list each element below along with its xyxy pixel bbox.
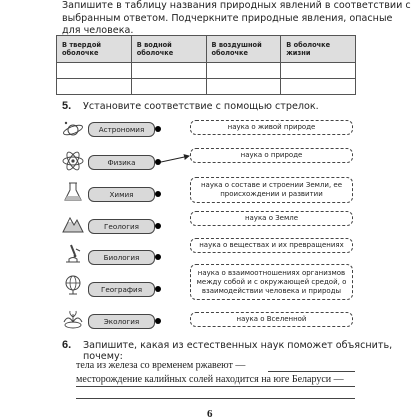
definition-text: наука о живой природе bbox=[227, 123, 316, 131]
science-biology[interactable]: Биология bbox=[88, 250, 155, 265]
answer-line-1: тела из железа со временем ржавеют — bbox=[76, 360, 246, 371]
task-6-number: 6. bbox=[62, 339, 72, 351]
page-number: 6 bbox=[207, 408, 213, 420]
science-geology[interactable]: Геология bbox=[88, 219, 155, 234]
definition-text: наука о природе bbox=[240, 151, 303, 159]
science-geography[interactable]: География bbox=[88, 282, 155, 297]
answer-line-2: месторождение калийных солей находится на юге Беларуси — bbox=[76, 374, 344, 385]
header-water-shell: В водной оболочке bbox=[131, 36, 206, 63]
header-air-shell: В воздушной оболочке bbox=[206, 36, 281, 63]
definition-text: наука о Вселенной bbox=[236, 315, 307, 323]
definition-text: наука о взаимоотношениях организмов между собой и с окружающей средой, о взаимодействии человека и природы bbox=[196, 268, 347, 295]
answer-blank[interactable] bbox=[76, 398, 355, 399]
answer-blank[interactable] bbox=[76, 386, 355, 387]
science-chemistry[interactable]: Химия bbox=[88, 187, 155, 202]
task-6-text: Запишите, какая из естественных наук поможет объяснить, почему: bbox=[83, 340, 393, 362]
science-ecology[interactable]: Экология bbox=[88, 314, 155, 329]
header-life-shell: В оболочке жизни bbox=[281, 36, 356, 63]
answer-blank[interactable] bbox=[268, 371, 355, 372]
task-5-number: 5. bbox=[62, 100, 72, 112]
intro-text: Запишите в таблицу названия природных явлений в соответствии с выбранным ответом. Подчеркните природные явления, опасные для человека. bbox=[62, 0, 411, 36]
definition-text: наука о Земле bbox=[244, 214, 299, 222]
definition-text: наука о составе и строении Земли, ее происхождении и развитии bbox=[200, 181, 343, 198]
task-5-text: Установите соответствие с помощью стрелок. bbox=[83, 101, 319, 112]
header-solid-shell: В твердой оболочке bbox=[57, 36, 132, 63]
definition-text: наука о веществах и их превращениях bbox=[199, 241, 344, 249]
science-physics[interactable]: Физика bbox=[88, 155, 155, 170]
science-astronomy[interactable]: Астрономия bbox=[88, 122, 155, 137]
